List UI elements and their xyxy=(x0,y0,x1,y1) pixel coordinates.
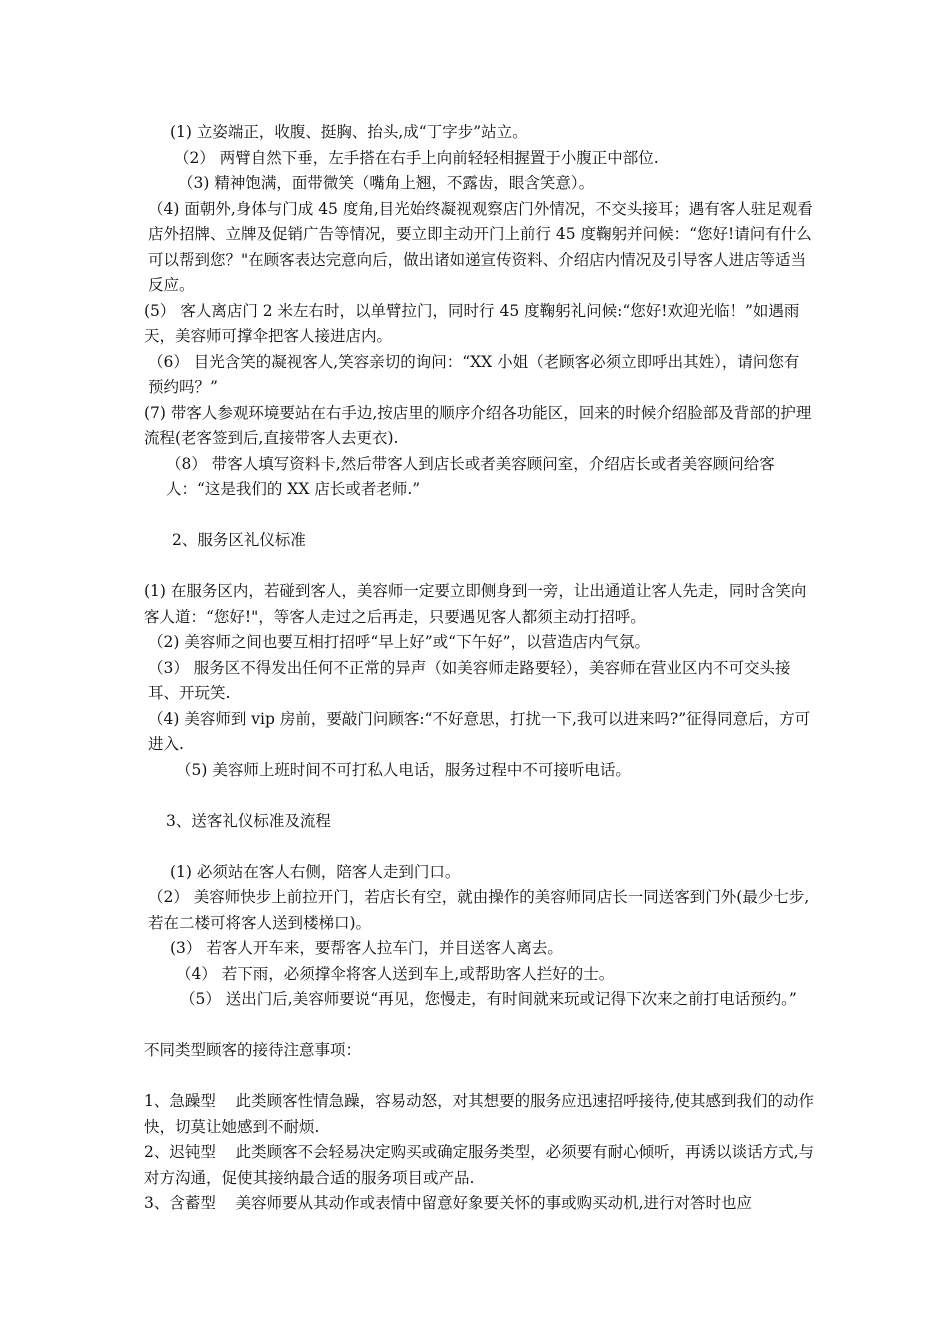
spacer xyxy=(144,554,814,580)
reception-item-6: （6） 目光含笑的凝视客人,笑容亲切的询问：“XX 小姐（老顾客必须立即呼出其姓），请问您有预约吗？” xyxy=(148,352,800,396)
farewell-item-5: （5） 送出门后,美容师要说“再见，您慢走，有时间就来玩或记得下次来之前打电话预约。” xyxy=(180,990,797,1008)
service-item-2: （2) 美容师之间也要互相打招呼“早上好”或“下午好”，以营造店内气氛。 xyxy=(148,633,651,651)
reception-item-1: (1) 立姿端正，收腹、挺胸、抬头,成“丁字步”站立。 xyxy=(170,123,528,141)
service-item-1: (1) 在服务区内，若碰到客人，美容师一定要立即侧身到一旁，让出通道让客人先走，同时含笑向客人道：“您好!"，等客人走过之后再走，只要遇见客人都须主动打招呼。 xyxy=(144,582,807,626)
farewell-item-2: （2） 美容师快步上前拉开门，若店长有空，就由操作的美容师同店长一同送客到门外(最少七步,若在二楼可将客人送到楼梯口)。 xyxy=(148,888,810,932)
reception-item-4: （4) 面朝外,身体与门成 45 度角,目光始终凝视观察店门外情况，不交头接耳；遇有客人驻足观看店外招牌、立牌及促销广告等情况，要立即主动开门上前行 45 度鞠躬并问候：“您好!请问有什么可以帮到您？"在顾客表达完意向后，做出诸如递宣传资料、介绍店内情况及引导客人进店等适当反应。 xyxy=(148,199,813,294)
section-heading-farewell: 3、送客礼仪标准及流程 xyxy=(166,811,331,830)
reception-item-8: （8） 带客人填写资料卡,然后带客人到店长或者美容顾问室，介绍店长或者美容顾问给客人：“这是我们的 XX 店长或者老师.” xyxy=(166,454,775,498)
service-item-3: （3） 服务区不得发出任何不正常的异声（如美容师走路要轻），美容师在营业区内不可交头接耳、开玩笑. xyxy=(148,658,791,702)
customer-type-3: 3、含蓄型 美容师要从其动作或表情中留意好象要关怀的事或购买动机,进行对答时也应 xyxy=(144,1194,752,1212)
spacer xyxy=(144,1064,814,1090)
spacer xyxy=(144,1013,814,1039)
farewell-item-3: (3） 若客人开车来，要帮客人拉车门，并目送客人离去。 xyxy=(170,939,563,957)
farewell-item-1: (1) 必须站在客人右侧，陪客人走到门口。 xyxy=(170,862,461,881)
farewell-item-4: （4） 若下雨，必须撑伞将客人送到车上,或帮助客人拦好的士。 xyxy=(176,964,615,983)
reception-item-3: （3) 精神饱满，面带微笑（嘴角上翘，不露齿，眼含笑意）。 xyxy=(178,174,595,192)
service-item-5: （5) 美容师上班时间不可打私人电话，服务过程中不可接听电话。 xyxy=(176,760,631,779)
reception-item-5: (5） 客人离店门 2 米左右时，以单臂拉门，同时行 45 度鞠躬礼问候:“您好!欢迎光临！”如遇雨天，美容师可撑伞把客人接进店内。 xyxy=(144,301,800,345)
reception-item-2: （2） 两臂自然下垂，左手搭在右手上向前轻轻相握置于小腹正中部位. xyxy=(174,148,659,167)
customer-type-1: 1、急躁型 此类顾客性情急躁，容易动怒，对其想要的服务应迅速招呼接待,使其感到我们的动作快，切莫让她感到不耐烦. xyxy=(144,1092,814,1136)
reception-item-7: (7) 带客人参观环境要站在右手边,按店里的顺序介绍各功能区，回来的时候介绍脸部及背部的护理流程(老客签到后,直接带客人去更衣). xyxy=(144,403,812,447)
spacer xyxy=(144,783,814,809)
service-item-4: （4) 美容师到 vip 房前，要敲门问顾客:“不好意思，打扰一下,我可以进来吗?”征得同意后，方可进入. xyxy=(148,709,811,753)
customer-type-2: 2、迟钝型 此类顾客不会轻易决定购买或确定服务类型，必须要有耐心倾听，再诱以谈话方式,与对方沟通，促使其接纳最合适的服务项目或产品. xyxy=(144,1143,814,1187)
spacer xyxy=(144,834,814,860)
section-heading-customer-types: 不同类型顾客的接待注意事项： xyxy=(144,1041,362,1059)
section-heading-service-area: 2、服务区礼仪标准 xyxy=(172,531,306,549)
document-page xyxy=(144,120,814,1217)
spacer xyxy=(144,503,814,529)
